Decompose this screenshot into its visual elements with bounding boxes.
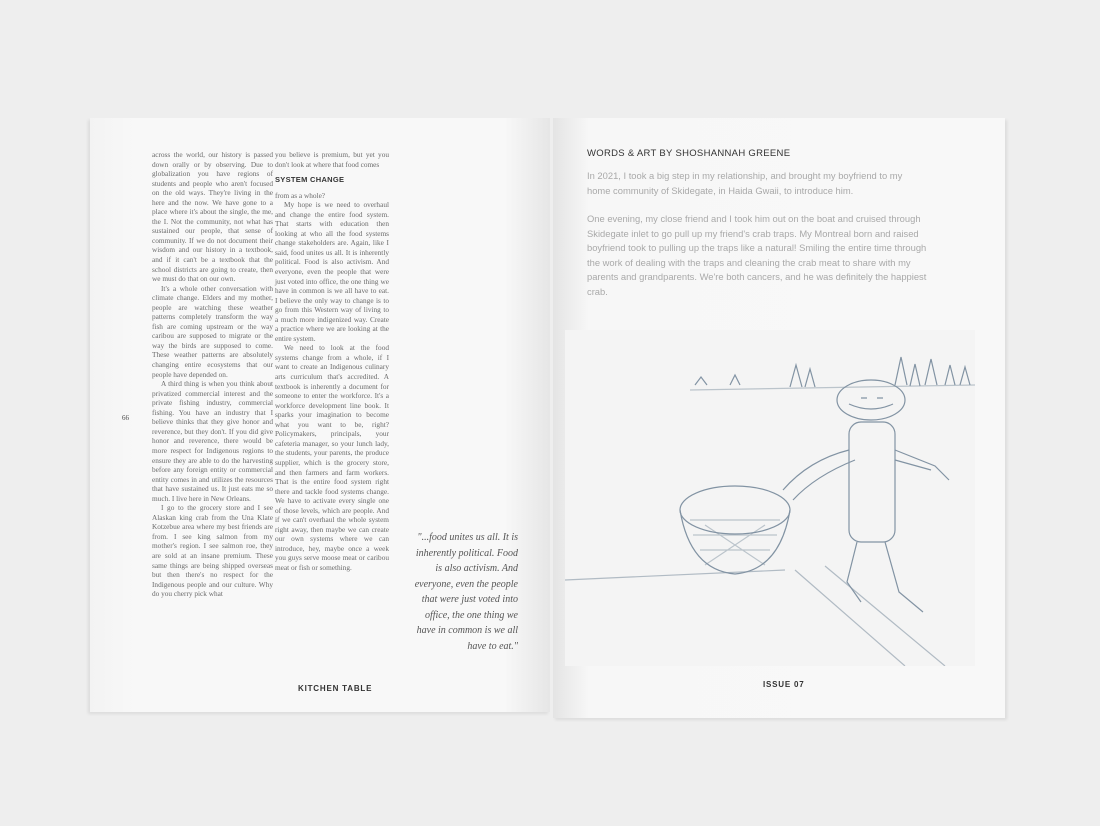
section-heading: SYSTEM CHANGE <box>275 175 345 185</box>
paragraph: We need to look at the food systems change from a whole, if I want to create an Indigenous culinary arts curriculum that's accredited. A textbook is inherently a document for someone to enter the workforce. It's a workforce development line book. It sparks your imagination to become what you want to be, right? Policymakers, principals, your cafeteria manager, so your lunch lady, the students, your parents, the produce supplier, which is the grocery store, and then farmers and farm workers. That is the entire food system right there and tackle food systems change. We have to activate every single one of those levels, which are people. And if we can't overhaul the whole system right away, then maybe we can create our own systems where we can introduce, hey, maybe once a week you guys serve moose meat or caribou meat or fish or something. <box>275 343 389 572</box>
crab-trap-illustration <box>565 330 975 666</box>
paragraph: from as a whole? <box>275 190 326 200</box>
paragraph: My hope is we need to overhaul and change the entire food system. That starts with education then looking at who all the food systems change stakeholders are. Again, like I said, food unites us all. It is inherently political. Food is also activism. And everyone, even the people that were just voted into office, the one thing we have in common is we all have to eat. I believe the only way to change is to go from this Western way of living to a much more indigenized way. Create a practice where we are looking at the entire system. <box>275 200 389 343</box>
byline: WORDS & ART BY SHOSHANNAH GREENE <box>587 148 791 159</box>
paragraph: I go to the grocery store and I see Alaskan king crab from the Una Klate Kotzebue area where my best friends are from. I see king salmon from my mother's region. I see salmon roe, they are sold at an insane premium. These same things are being shipped overseas but then there's no respect for the Indigenous people and our culture. Why do you cherry pick what <box>152 503 273 599</box>
right-page <box>553 118 1005 718</box>
left-page <box>90 118 550 712</box>
paragraph: you believe is premium, but yet you don't look at where that food comes <box>275 150 389 169</box>
page-number: 66 <box>122 414 129 422</box>
pull-quote: "...food unites us all. It is inherently political. Food is also activism. And everyone, even the people that were just voted into office, the one thing we have in common is we all have to eat." <box>414 532 518 652</box>
article-column-2 <box>275 150 389 573</box>
footer-issue: ISSUE 07 <box>763 680 805 689</box>
paragraph: across the world, our history is passed down orally or by observing. Due to globalization you have regions of students and people who aren't focused on the old ways. They're living in the here and the now. We have gone to a place where it's about the single, the me, the I. Not the community, not what has sustained our people, that sense of community. If we do not document their wisdom and our history in a textbook, and if it can't be a textbook that the school districts are going to create, then we must do that on our own. <box>152 150 273 284</box>
intro-paragraph: In 2021, I took a big step in my relationship, and brought my boyfriend to my home community of Skidegate, in Haida Gwaii, to introduce him. <box>587 170 903 196</box>
footer-publication: KITCHEN TABLE <box>298 684 373 693</box>
paragraph: A third thing is when you think about privatized commercial interest and the private fishing industry, commercial fishing. You have an industry that I believe thinks that they give honor and reverence, but they don't. If you did give honor and reverence, there would be more respect for Indigenous regions to ensure they are able to do the harvesting before any foreign entity or commercial entity comes in and utilizes the resources that have sustained us. It just eats me so much. I live here in New Orleans. <box>152 379 273 503</box>
story-paragraph: One evening, my close friend and I took him out on the boat and cruised through Skidegate inlet to go pull up my friend's crab traps. My Montreal born and raised boyfriend took to pulling up the traps like a natural! Smiling the entire time through the work of dealing with the traps and cleaning the crab meat to share with my parents and grandparents. We're both cancers, and he was definitely the happiest crab. <box>587 213 927 297</box>
article-column-1 <box>152 150 273 599</box>
paragraph: It's a whole other conversation with climate change. Elders and my mother, people are watching these weather patterns completely transform the way fish are coming upstream or the way caribou are supposed to migrate or the way the birds are supposed to come. These weather patterns are absolutely changing entire ecosystems that our people have depended on. <box>152 283 273 379</box>
